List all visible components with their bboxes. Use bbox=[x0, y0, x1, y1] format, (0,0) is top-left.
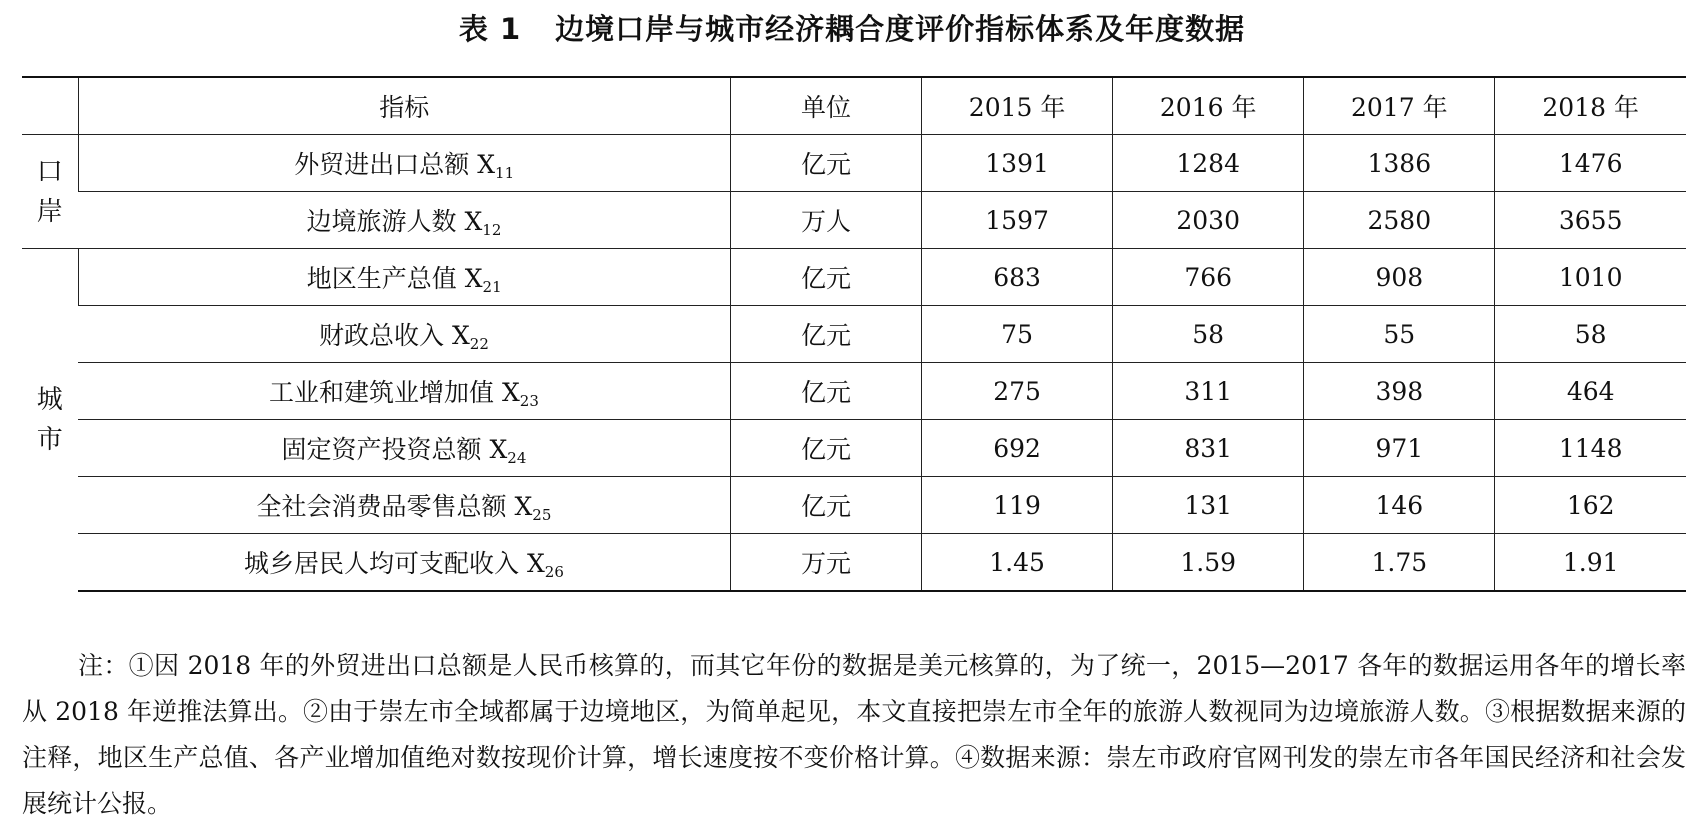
indicator-unit: 亿元 bbox=[730, 477, 921, 534]
value-2016: 831 bbox=[1113, 420, 1304, 477]
value-2015: 275 bbox=[922, 363, 1113, 420]
table-title: 边境口岸与城市经济耦合度评价指标体系及年度数据 bbox=[555, 12, 1246, 46]
table-row bbox=[22, 477, 1686, 534]
indicator-name: 全社会消费品零售总额 $X_{25}$ bbox=[78, 477, 730, 534]
indicator-name: 固定资产投资总额 $X_{24}$ bbox=[78, 420, 730, 477]
table-row bbox=[22, 363, 1686, 420]
value-2015: 683 bbox=[922, 249, 1113, 306]
value-2016: 1284 bbox=[1113, 135, 1304, 192]
value-2017: 146 bbox=[1304, 477, 1495, 534]
indicator-table bbox=[22, 76, 1686, 592]
indicator-name: 外贸进出口总额 $X_{11}$ bbox=[78, 135, 730, 192]
table-number: 表 1 bbox=[458, 12, 522, 46]
table-row bbox=[22, 534, 1686, 592]
value-2018: 1148 bbox=[1495, 420, 1686, 477]
header-indicator: 指标 bbox=[78, 77, 730, 135]
value-2015: 1597 bbox=[922, 192, 1113, 249]
value-2017: 908 bbox=[1304, 249, 1495, 306]
header-unit: 单位 bbox=[730, 77, 921, 135]
value-2016: 311 bbox=[1113, 363, 1304, 420]
value-2017: 2580 bbox=[1304, 192, 1495, 249]
header-group bbox=[22, 77, 78, 135]
indicator-name: 财政总收入 $X_{22}$ bbox=[78, 306, 730, 363]
table-row bbox=[22, 306, 1686, 363]
indicator-unit: 亿元 bbox=[730, 420, 921, 477]
indicator-unit: 万人 bbox=[730, 192, 921, 249]
value-2018: 3655 bbox=[1495, 192, 1686, 249]
value-2018: 58 bbox=[1495, 306, 1686, 363]
table-caption bbox=[0, 8, 1704, 50]
value-2017: 398 bbox=[1304, 363, 1495, 420]
indicator-unit: 亿元 bbox=[730, 363, 921, 420]
indicator-name: 城乡居民人均可支配收入 $X_{26}$ bbox=[78, 534, 730, 592]
indicator-name: 地区生产总值 $X_{21}$ bbox=[78, 249, 730, 306]
header-year-2015: 2015 年 bbox=[922, 77, 1113, 135]
value-2018: 162 bbox=[1495, 477, 1686, 534]
header-row bbox=[22, 77, 1686, 135]
header-year-2017: 2017 年 bbox=[1304, 77, 1495, 135]
table-note: 注：①因 2018 年的外贸进出口总额是人民币核算的，而其它年份的数据是美元核算的，为了统一，2015—2017 各年的数据运用各年的增长率从 2018 年逆推法算出。②由于崇左市全域都属于边境地区，为简单起见，本文直接把崇左市全年的旅游人数视同为边境旅游人数。③根据数据来源的注释，地区生产总值、各产业增加值绝对数按现价计算，增长速度按不变价格计算。④数据来源：崇左市政府官网刊发的崇左市各年国民经济和社会发展统计公报。 bbox=[22, 651, 1686, 818]
indicator-name: 边境旅游人数 $X_{12}$ bbox=[78, 192, 730, 249]
value-2017: 55 bbox=[1304, 306, 1495, 363]
table-row bbox=[22, 135, 1686, 192]
value-2018: 1.91 bbox=[1495, 534, 1686, 592]
group-label-city: 城 市 bbox=[22, 249, 78, 592]
value-2016: 131 bbox=[1113, 477, 1304, 534]
value-2015: 1391 bbox=[922, 135, 1113, 192]
value-2015: 75 bbox=[922, 306, 1113, 363]
value-2017: 1.75 bbox=[1304, 534, 1495, 592]
indicator-unit: 亿元 bbox=[730, 249, 921, 306]
value-2018: 1476 bbox=[1495, 135, 1686, 192]
indicator-unit: 亿元 bbox=[730, 135, 921, 192]
value-2018: 1010 bbox=[1495, 249, 1686, 306]
table-row bbox=[22, 420, 1686, 477]
table-row bbox=[22, 249, 1686, 306]
value-2015: 119 bbox=[922, 477, 1113, 534]
indicator-unit: 亿元 bbox=[730, 306, 921, 363]
indicator-unit: 万元 bbox=[730, 534, 921, 592]
value-2017: 1386 bbox=[1304, 135, 1495, 192]
value-2016: 1.59 bbox=[1113, 534, 1304, 592]
value-2016: 766 bbox=[1113, 249, 1304, 306]
indicator-name: 工业和建筑业增加值 $X_{23}$ bbox=[78, 363, 730, 420]
group-label-port: 口 岸 bbox=[22, 135, 78, 249]
value-2016: 2030 bbox=[1113, 192, 1304, 249]
header-year-2016: 2016 年 bbox=[1113, 77, 1304, 135]
value-2015: 1.45 bbox=[922, 534, 1113, 592]
value-2017: 971 bbox=[1304, 420, 1495, 477]
value-2016: 58 bbox=[1113, 306, 1304, 363]
value-2018: 464 bbox=[1495, 363, 1686, 420]
header-year-2018: 2018 年 bbox=[1495, 77, 1686, 135]
value-2015: 692 bbox=[922, 420, 1113, 477]
table-row bbox=[22, 192, 1686, 249]
